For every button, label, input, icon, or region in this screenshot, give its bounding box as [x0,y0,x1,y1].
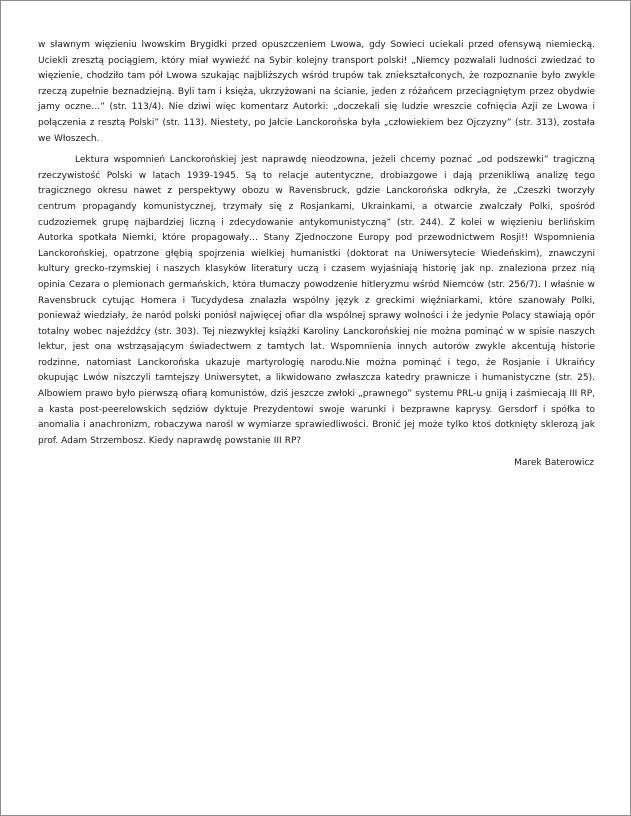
document-body [38,38,595,472]
author-signature: Marek Baterowicz [514,458,594,469]
paragraph-2: Lektura wspomnień Lanckorońskiej jest naprawdę nieodzowna, jeżeli chcemy poznać „od podszewki” tragiczną rzeczywistość Polski w latach 1939-1945. Są to relacje autentyczne, drobiazgowe i dają przenikliwą analizę tego tragicznego okresu nawet z perspektywy obozu w Ravensbruck, gdzie Lanckorońska odkryła, że „Czeszki tworzyły centrum propagandy komunistycznej, trzymały się z Rosjankami, Ukrainkami, a otwarcie zwalczały Polki, spośród cudzoziemek grupę najbardziej liczną i zdecydowanie antykomunistyczną” (str. 244). Z kolei w więzieniu berlińskim Autorka spotkała Niemki, które propagowały… Stany Zjednoczone Europy pod przewodnictwem Rosji!! Wspomnienia Lanckorońskiej, opatrzone głębią spojrzenia wielkiej humanistki (doktorat na Uniwersytecie Wiedeńskim), znawczyni kultury grecko-rzymskiej i naszych klasyków literatury uczą i czasem wyjaśniają historię jak np. znaleziona przez nią opinia Cezara o plemionach germańskich, która tłumaczy powodzenie hitleryzmu wśród Niemców (str. 256/7). I właśnie w Ravensbruck cytując Homera i Tucydydesa znalazła wspólny język z greckimi więźniarkami, które szanowały Polki, ponieważ wiedziały, że naród polski poniósł najwięcej ofiar dla wspólnej sprawy wolności i że jedynie Polacy stawiają opór totalny wobec najeźdźcy (str. 303). Tej niezwykłej książki Karoliny Lanckorońskiej nie można pominąć w w spisie naszych lektur, jest ona wstrząsającym świadectwem z tamtych lat. Wspomnienia innych autorów zwykle akcentują historie rodzinne, natomiast Lanckorońska ukazuje martyrologię narodu.Nie można pominąć i tego, że Rosjanie i Ukraińcy okupując Lwów niszczyli tamtejszy Uniwersytet, a likwidowano zwłaszcza katedry prawnicze i humanistyczne (str. 25). Albowiem prawo było pierwszą ofiarą komunistów, dziś jeszcze zwłoki „prawnego” systemu PRL-u gniją i zaśmiecają III RP, a kasta post-peerelowskich sędziów dyktuje Prezydentowi swoje warunki i bezprawne kaprysy. Gersdorf i spółka to anomalia i anachronizm, robaczywa narośl w wymiarze sprawiedliwości. Bronić jej może tylko ktoś dotknięty sklerozą jak prof. Adam Strzembosz. Kiedy naprawdę powstanie III RP? [38,155,595,446]
paragraph-1: w sławnym więzieniu lwowskim Brygidki przed opuszczeniem Lwowa, gdy Sowieci uciekali przed ofensywą niemiecką. Uciekli zresztą pociągiem, który miał wywieźć na Sybir kolejny transport polski! „Niemcy pozwalali ludności zwiedzać to więzienie, chodziło tam pół Lwowa szukając najbliższych wśród trupów tak zniekształconych, że rozpoznanie było zwykle rzeczą zupełnie beznadziejną. Byli tam i księża, ukrzyżowani na ścianie, jeden z różańcem przeciągniętym przez obydwie jamy oczne…” (str. 113/4). Nie dziwi więc komentarz Autorki: „doczekali się ludzie wreszcie cofnięcia Azji ze Lwowa i połączenia z resztą Polski” (str. 113). Niestety, po Jałcie Lanckorońska była „człowiekiem bez Ojczyzny” (str. 313), została we Włoszech. [38,40,595,144]
